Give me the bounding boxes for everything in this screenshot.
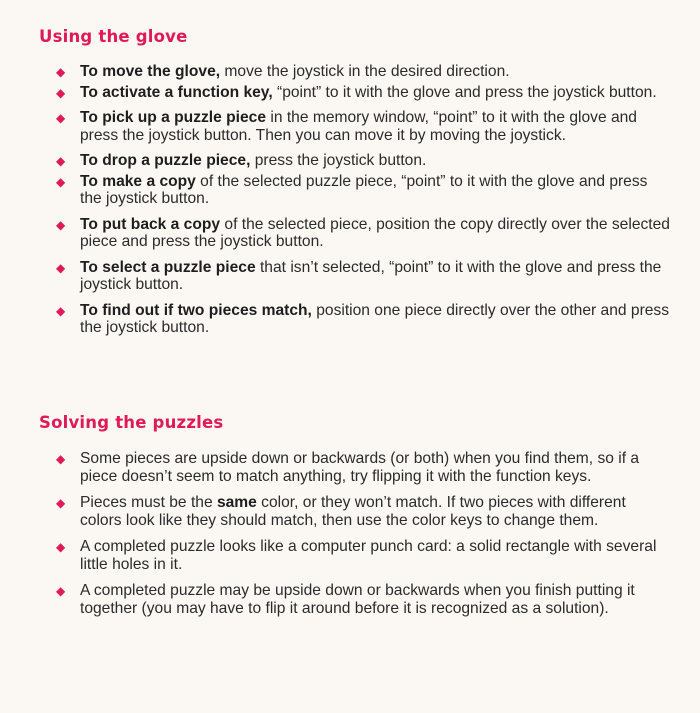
- item-text: that isn’t selected, “point” to it with the glove and press the joystick button.: [80, 258, 662, 293]
- item-text: position one piece directly over the other and press the joystick button.: [80, 301, 670, 336]
- item-heading: To make a copy: [80, 172, 196, 190]
- item-heading: To pick up a puzzle piece: [80, 109, 267, 126]
- item-text: “point” to it with the glove and press the joystick button.: [272, 83, 657, 101]
- list-item: [0, 109, 700, 144]
- bullet-diamond-icon: ◆: [56, 452, 66, 466]
- section-title-using-glove: Using the glove: [39, 27, 188, 46]
- section-title-solving-puzzles: Solving the puzzles: [39, 413, 224, 432]
- item-text: of the selected piece, position the copy directly over the selected piece and press the joystick button.: [80, 215, 670, 250]
- list-item: [0, 302, 700, 337]
- item-text: in the memory window, “point” to it with the glove and press the joystick button. Then you can move it by moving the joystick.: [80, 109, 637, 144]
- glove-instructions-list: [0, 63, 700, 337]
- item-text: of the selected puzzle piece, “point” to it with the glove and press the joystick button.: [80, 172, 648, 207]
- list-item: [0, 84, 700, 102]
- list-item: [0, 259, 700, 294]
- bullet-diamond-icon: ◆: [56, 154, 66, 168]
- item-text-after: color, or they won’t match. If two pieces with different colors look like they should match, then use the color keys to change them.: [80, 494, 626, 529]
- bullet-diamond-icon: ◆: [56, 111, 66, 125]
- list-item: [0, 538, 700, 573]
- puzzle-tips-list: [0, 450, 700, 617]
- item-heading: To move the glove,: [80, 63, 221, 80]
- list-item: [0, 152, 700, 170]
- item-heading: To find out if two pieces match,: [80, 301, 312, 319]
- bullet-diamond-icon: ◆: [56, 496, 66, 510]
- bullet-diamond-icon: ◆: [56, 584, 66, 598]
- item-text: press the joystick button.: [250, 152, 427, 169]
- item-heading: To activate a function key,: [80, 83, 273, 101]
- bullet-diamond-icon: ◆: [56, 174, 66, 189]
- bullet-diamond-icon: ◆: [56, 260, 66, 275]
- item-text: Pieces must be the: [80, 494, 217, 511]
- list-item: [0, 582, 700, 617]
- item-text: Some pieces are upside down or backwards (or both) when you find them, so if a piece doesn’t seem to match anything, try flipping it with the function keys.: [80, 450, 640, 485]
- bullet-diamond-icon: ◆: [56, 65, 66, 79]
- bullet-diamond-icon: ◆: [56, 303, 66, 318]
- list-item: [0, 216, 700, 251]
- list-item: [0, 494, 700, 529]
- item-text: move the joystick in the desired direction.: [220, 63, 510, 80]
- item-heading: To select a puzzle piece: [80, 258, 256, 276]
- item-text: A completed puzzle may be upside down or backwards when you finish putting it together (you may have to flip it around before it is recognized as a solution).: [80, 582, 635, 617]
- item-emphasis: same: [216, 494, 257, 511]
- item-text: A completed puzzle looks like a computer punch card: a solid rectangle with several little holes in it.: [80, 538, 657, 573]
- item-heading: To drop a puzzle piece,: [80, 152, 251, 169]
- bullet-diamond-icon: ◆: [56, 540, 66, 554]
- bullet-diamond-icon: ◆: [56, 85, 66, 100]
- list-item: [0, 450, 700, 485]
- bullet-diamond-icon: ◆: [56, 217, 66, 232]
- item-heading: To put back a copy: [80, 215, 221, 233]
- list-item: [0, 63, 700, 81]
- list-item: [0, 173, 700, 208]
